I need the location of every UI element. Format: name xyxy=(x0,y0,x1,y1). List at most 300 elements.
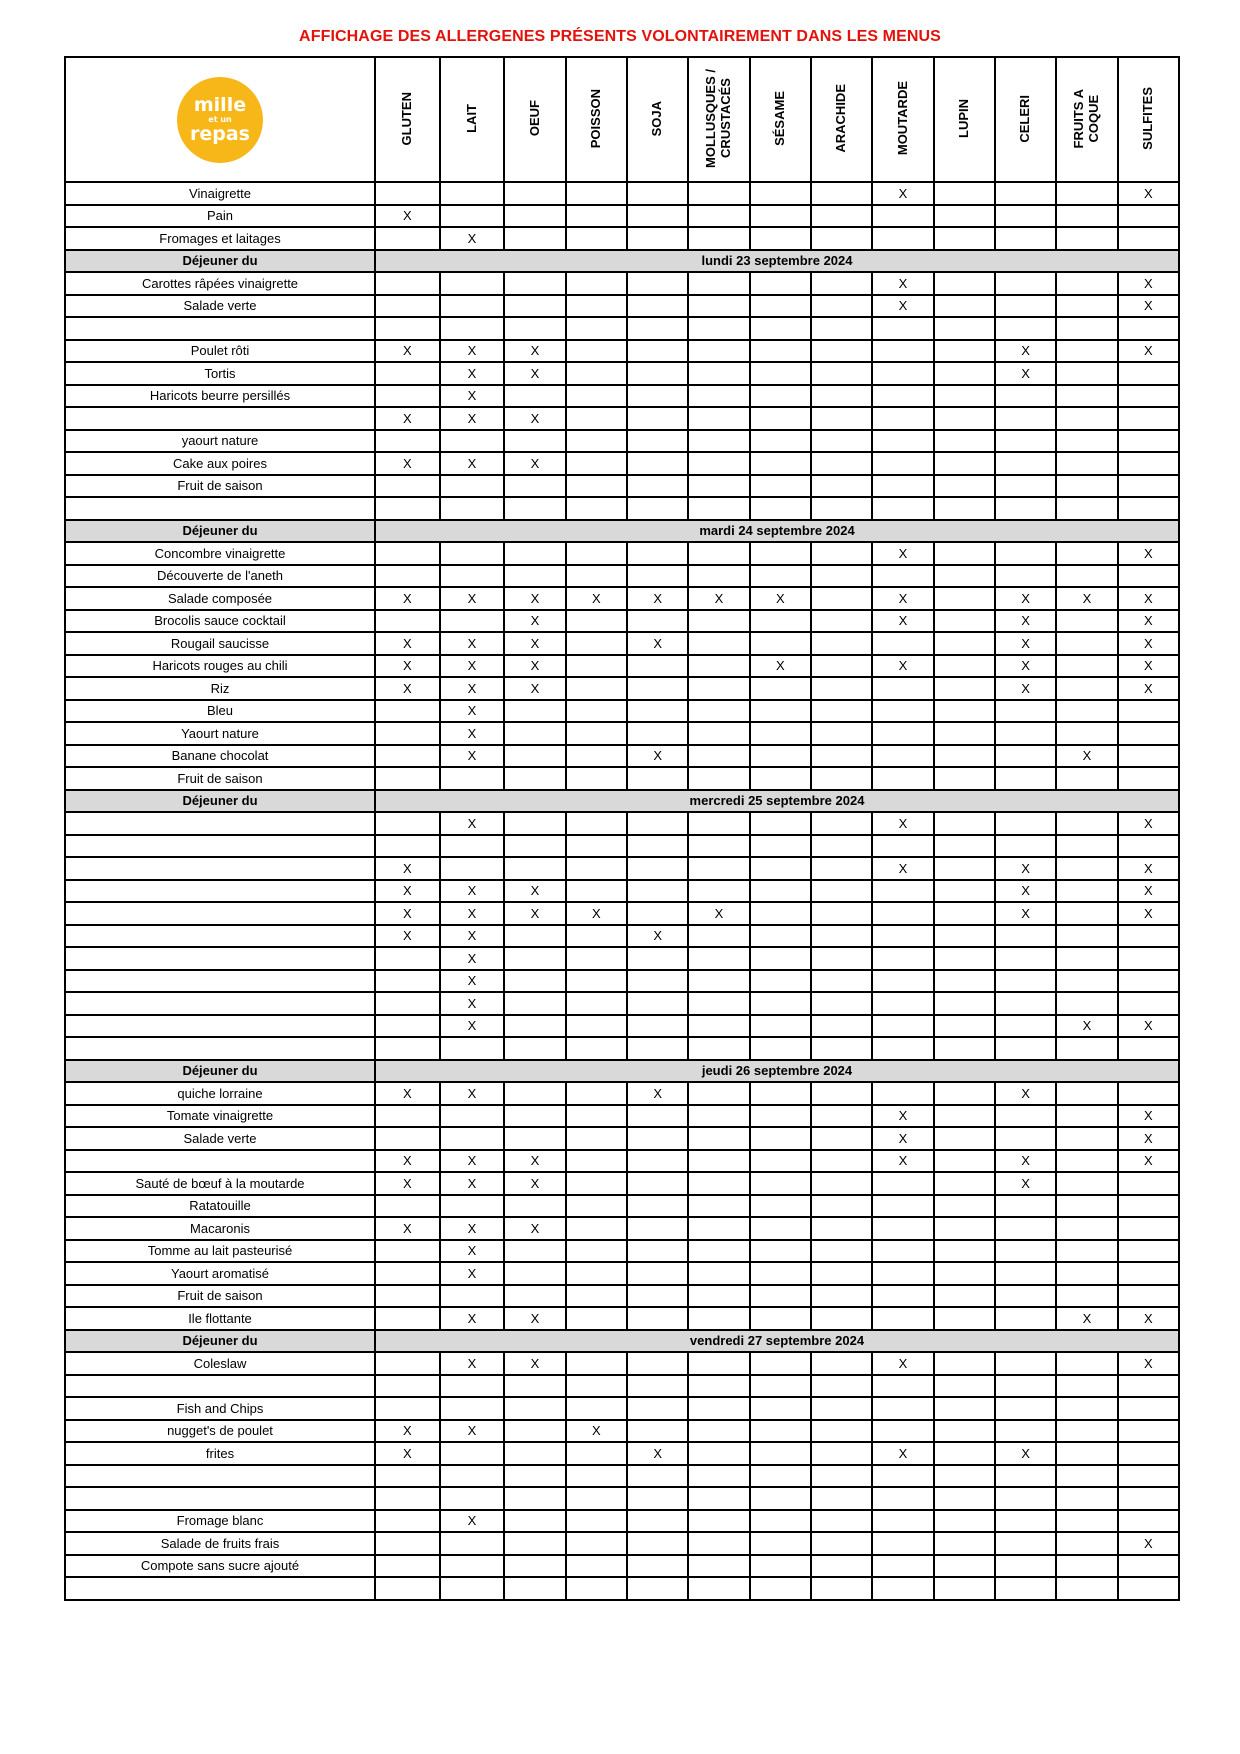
dish-name: nugget's de poulet xyxy=(65,1420,375,1443)
allergen-header-lupin xyxy=(934,57,995,182)
allergen-mark xyxy=(627,1015,688,1038)
allergen-mark xyxy=(375,1307,440,1330)
allergen-mark xyxy=(627,227,688,250)
allergen-mark xyxy=(750,227,811,250)
allergen-mark xyxy=(688,1510,749,1533)
allergen-mark xyxy=(750,1465,811,1488)
allergen-mark xyxy=(1118,317,1179,340)
dish-row xyxy=(65,880,1179,903)
dish-name xyxy=(65,1015,375,1038)
allergen-mark xyxy=(934,430,995,453)
dish-row xyxy=(65,1172,1179,1195)
allergen-mark xyxy=(750,1015,811,1038)
allergen-mark xyxy=(688,857,749,880)
allergen-mark xyxy=(1118,497,1179,520)
allergen-mark xyxy=(688,1465,749,1488)
allergen-label: LAIT xyxy=(463,104,479,133)
dish-name: Fish and Chips xyxy=(65,1397,375,1420)
allergen-mark xyxy=(566,1465,627,1488)
allergen-mark xyxy=(627,430,688,453)
allergen-mark xyxy=(1118,1285,1179,1308)
allergen-mark xyxy=(688,1082,749,1105)
allergen-mark xyxy=(627,767,688,790)
allergen-mark: X xyxy=(872,1150,933,1173)
allergen-mark xyxy=(566,880,627,903)
allergen-mark xyxy=(688,542,749,565)
dish-name: quiche lorraine xyxy=(65,1082,375,1105)
allergen-mark: X xyxy=(440,1172,505,1195)
allergen-mark xyxy=(1056,880,1117,903)
allergen-mark xyxy=(566,925,627,948)
allergen-mark xyxy=(934,1082,995,1105)
allergen-mark xyxy=(995,1577,1056,1600)
allergen-mark: X xyxy=(872,655,933,678)
dish-name xyxy=(65,812,375,835)
allergen-mark xyxy=(688,880,749,903)
allergen-mark xyxy=(1118,700,1179,723)
allergen-mark xyxy=(688,407,749,430)
allergen-mark: X xyxy=(504,407,565,430)
allergen-mark xyxy=(750,835,811,858)
allergen-mark xyxy=(750,430,811,453)
allergen-mark xyxy=(750,407,811,430)
allergen-mark xyxy=(375,1037,440,1060)
allergen-mark: X xyxy=(627,587,688,610)
allergen-mark xyxy=(627,880,688,903)
allergen-mark xyxy=(627,970,688,993)
allergen-mark: X xyxy=(750,655,811,678)
allergen-mark xyxy=(504,1420,565,1443)
allergen-mark xyxy=(566,1105,627,1128)
allergen-mark: X xyxy=(872,295,933,318)
allergen-mark xyxy=(688,1127,749,1150)
allergen-mark xyxy=(688,317,749,340)
allergen-mark xyxy=(1056,1172,1117,1195)
dish-name: Coleslaw xyxy=(65,1352,375,1375)
logo-line-3: repas xyxy=(190,122,250,145)
allergen-mark xyxy=(504,430,565,453)
dish-row xyxy=(65,1082,1179,1105)
allergen-mark xyxy=(375,1375,440,1398)
dish-row xyxy=(65,1285,1179,1308)
allergen-mark xyxy=(811,1307,872,1330)
dish-name xyxy=(65,1487,375,1510)
allergen-mark xyxy=(811,407,872,430)
allergen-mark xyxy=(627,902,688,925)
allergen-mark xyxy=(566,1285,627,1308)
allergen-mark xyxy=(1118,1240,1179,1263)
allergen-mark xyxy=(750,182,811,205)
allergen-mark xyxy=(375,475,440,498)
allergen-mark: X xyxy=(375,1082,440,1105)
allergen-mark: X xyxy=(440,1217,505,1240)
allergen-mark: X xyxy=(995,587,1056,610)
allergen-mark xyxy=(811,1487,872,1510)
allergen-mark xyxy=(750,700,811,723)
allergen-mark xyxy=(566,407,627,430)
allergen-mark xyxy=(1056,227,1117,250)
allergen-mark xyxy=(627,1285,688,1308)
allergen-mark xyxy=(1056,295,1117,318)
allergen-mark xyxy=(504,1577,565,1600)
dish-row xyxy=(65,700,1179,723)
allergen-mark: X xyxy=(1118,1532,1179,1555)
dish-row xyxy=(65,610,1179,633)
allergen-mark xyxy=(1056,1150,1117,1173)
allergen-mark xyxy=(375,362,440,385)
allergen-mark xyxy=(504,205,565,228)
allergen-mark xyxy=(504,1510,565,1533)
allergen-mark xyxy=(811,1510,872,1533)
allergen-header-gluten xyxy=(375,57,440,182)
day-label: Déjeuner du xyxy=(65,520,375,543)
allergen-mark xyxy=(934,452,995,475)
allergen-mark: X xyxy=(375,407,440,430)
allergen-mark: X xyxy=(504,610,565,633)
dish-row xyxy=(65,475,1179,498)
allergen-mark xyxy=(750,1352,811,1375)
allergen-mark xyxy=(995,745,1056,768)
allergen-mark xyxy=(750,1532,811,1555)
dish-row xyxy=(65,1127,1179,1150)
allergen-mark xyxy=(627,542,688,565)
allergen-mark xyxy=(566,992,627,1015)
dish-name: Salade verte xyxy=(65,1127,375,1150)
dish-name: Ratatouille xyxy=(65,1195,375,1218)
allergen-mark xyxy=(688,722,749,745)
allergen-mark: X xyxy=(1118,812,1179,835)
allergen-mark xyxy=(504,1240,565,1263)
allergen-mark xyxy=(627,1465,688,1488)
allergen-mark xyxy=(375,970,440,993)
allergen-mark xyxy=(750,1037,811,1060)
allergen-mark xyxy=(934,1442,995,1465)
allergen-mark xyxy=(1118,1262,1179,1285)
allergen-mark xyxy=(1056,565,1117,588)
allergen-mark: X xyxy=(995,362,1056,385)
allergen-header-lait xyxy=(440,57,505,182)
allergen-mark xyxy=(375,767,440,790)
allergen-mark xyxy=(934,947,995,970)
allergen-mark xyxy=(375,1532,440,1555)
dish-name: Macaronis xyxy=(65,1217,375,1240)
allergen-mark xyxy=(934,542,995,565)
dish-name: Fruit de saison xyxy=(65,475,375,498)
allergen-mark xyxy=(440,1037,505,1060)
allergen-mark xyxy=(995,1375,1056,1398)
allergen-mark: X xyxy=(375,1217,440,1240)
allergen-mark xyxy=(872,1420,933,1443)
allergen-mark xyxy=(566,340,627,363)
allergen-mark xyxy=(750,880,811,903)
allergen-mark xyxy=(375,542,440,565)
allergen-header-oeuf xyxy=(504,57,565,182)
allergen-mark xyxy=(504,1015,565,1038)
allergen-mark xyxy=(1056,1262,1117,1285)
allergen-mark xyxy=(627,407,688,430)
allergen-mark xyxy=(811,1397,872,1420)
allergen-mark xyxy=(750,1442,811,1465)
allergen-mark: X xyxy=(375,587,440,610)
allergen-mark xyxy=(872,970,933,993)
allergen-mark: X xyxy=(440,655,505,678)
allergen-mark xyxy=(1056,812,1117,835)
allergen-mark xyxy=(811,340,872,363)
allergen-mark xyxy=(688,835,749,858)
dish-row xyxy=(65,1510,1179,1533)
allergen-mark xyxy=(750,1172,811,1195)
allergen-mark xyxy=(440,317,505,340)
dish-name xyxy=(65,1375,375,1398)
mille-et-un-repas-logo xyxy=(177,77,263,163)
allergen-mark xyxy=(872,1465,933,1488)
allergen-mark xyxy=(872,430,933,453)
allergen-mark xyxy=(440,205,505,228)
dish-row xyxy=(65,565,1179,588)
allergen-mark xyxy=(1056,340,1117,363)
allergen-mark: X xyxy=(1118,857,1179,880)
allergen-mark xyxy=(1056,407,1117,430)
allergen-mark: X xyxy=(1118,542,1179,565)
allergen-mark xyxy=(504,1285,565,1308)
allergen-mark xyxy=(811,970,872,993)
allergen-mark xyxy=(811,565,872,588)
allergen-mark: X xyxy=(504,452,565,475)
allergen-mark xyxy=(504,1195,565,1218)
allergen-mark xyxy=(872,340,933,363)
allergen-mark xyxy=(872,745,933,768)
allergen-mark: X xyxy=(440,880,505,903)
allergen-mark xyxy=(688,1262,749,1285)
allergen-header-mollusques-crustaces xyxy=(688,57,749,182)
document-title: AFFICHAGE DES ALLERGENES PRÉSENTS VOLONTAIREMENT DANS LES MENUS xyxy=(299,28,941,45)
allergen-mark xyxy=(1056,902,1117,925)
allergen-mark xyxy=(1118,565,1179,588)
dish-name: Rougail saucisse xyxy=(65,632,375,655)
allergen-mark xyxy=(566,1532,627,1555)
allergen-mark: X xyxy=(375,902,440,925)
allergen-mark xyxy=(811,272,872,295)
allergen-mark xyxy=(872,317,933,340)
allergen-mark: X xyxy=(995,610,1056,633)
allergen-mark xyxy=(375,1195,440,1218)
allergen-mark: X xyxy=(627,925,688,948)
dish-name: frites xyxy=(65,1442,375,1465)
allergen-mark xyxy=(934,1262,995,1285)
dish-name: Tortis xyxy=(65,362,375,385)
allergen-mark xyxy=(440,1555,505,1578)
allergen-mark: X xyxy=(1118,902,1179,925)
allergen-mark xyxy=(750,542,811,565)
allergen-mark: X xyxy=(440,452,505,475)
allergen-mark xyxy=(1056,947,1117,970)
allergen-mark xyxy=(1118,1442,1179,1465)
allergen-mark: X xyxy=(627,745,688,768)
allergen-mark: X xyxy=(440,1262,505,1285)
allergen-mark xyxy=(504,542,565,565)
allergen-mark xyxy=(504,1105,565,1128)
allergen-mark xyxy=(1056,1487,1117,1510)
allergen-mark xyxy=(872,1195,933,1218)
allergen-mark: X xyxy=(504,880,565,903)
allergen-mark: X xyxy=(440,1015,505,1038)
allergen-mark xyxy=(375,1015,440,1038)
allergen-mark xyxy=(750,1375,811,1398)
allergen-mark xyxy=(811,902,872,925)
allergen-mark xyxy=(375,1487,440,1510)
allergen-mark xyxy=(566,677,627,700)
allergen-mark xyxy=(995,1217,1056,1240)
allergen-mark xyxy=(872,835,933,858)
allergen-mark xyxy=(440,1577,505,1600)
day-date: mercredi 25 septembre 2024 xyxy=(375,790,1179,813)
allergen-mark xyxy=(995,182,1056,205)
dish-name: Tomate vinaigrette xyxy=(65,1105,375,1128)
dish-row xyxy=(65,1195,1179,1218)
dish-name: Riz xyxy=(65,677,375,700)
allergen-mark: X xyxy=(440,227,505,250)
allergen-mark xyxy=(811,767,872,790)
allergen-mark xyxy=(811,1172,872,1195)
allergen-mark xyxy=(995,227,1056,250)
allergen-mark xyxy=(566,295,627,318)
allergen-mark xyxy=(1056,992,1117,1015)
allergen-mark xyxy=(1056,700,1117,723)
allergen-mark: X xyxy=(1118,1307,1179,1330)
allergen-mark xyxy=(750,1397,811,1420)
allergen-mark xyxy=(375,992,440,1015)
allergen-mark xyxy=(995,272,1056,295)
allergen-mark xyxy=(750,205,811,228)
allergen-mark xyxy=(688,362,749,385)
allergen-mark: X xyxy=(995,1442,1056,1465)
dish-row xyxy=(65,632,1179,655)
allergen-mark xyxy=(934,1577,995,1600)
allergen-mark xyxy=(440,1127,505,1150)
allergen-mark xyxy=(934,227,995,250)
allergen-mark xyxy=(566,1240,627,1263)
allergen-mark xyxy=(995,1465,1056,1488)
allergen-mark: X xyxy=(872,587,933,610)
allergen-mark xyxy=(811,1105,872,1128)
allergen-mark xyxy=(440,295,505,318)
dish-row xyxy=(65,835,1179,858)
allergen-mark xyxy=(1056,205,1117,228)
dish-row xyxy=(65,857,1179,880)
allergen-mark xyxy=(688,632,749,655)
allergen-mark: X xyxy=(1056,1015,1117,1038)
allergen-mark: X xyxy=(566,902,627,925)
allergen-mark xyxy=(627,295,688,318)
allergen-mark xyxy=(995,1555,1056,1578)
dish-row xyxy=(65,587,1179,610)
allergen-mark xyxy=(627,1217,688,1240)
allergen-header-arachide xyxy=(811,57,872,182)
allergen-mark: X xyxy=(440,1240,505,1263)
allergen-mark xyxy=(688,205,749,228)
allergen-mark xyxy=(375,1285,440,1308)
allergen-mark: X xyxy=(375,857,440,880)
dish-row xyxy=(65,182,1179,205)
allergen-mark xyxy=(934,1465,995,1488)
allergen-mark xyxy=(995,497,1056,520)
allergen-mark xyxy=(1056,1037,1117,1060)
allergen-mark xyxy=(504,317,565,340)
allergen-mark: X xyxy=(872,812,933,835)
allergen-mark xyxy=(995,1127,1056,1150)
allergen-mark xyxy=(440,272,505,295)
allergen-mark xyxy=(504,295,565,318)
allergen-mark: X xyxy=(375,205,440,228)
allergen-mark xyxy=(750,925,811,948)
dish-name xyxy=(65,1577,375,1600)
allergen-mark xyxy=(1056,1375,1117,1398)
allergen-mark xyxy=(1056,317,1117,340)
allergen-mark xyxy=(688,925,749,948)
allergen-mark xyxy=(750,1577,811,1600)
dish-row xyxy=(65,272,1179,295)
allergen-mark: X xyxy=(872,272,933,295)
allergen-mark xyxy=(811,475,872,498)
allergen-mark xyxy=(872,1015,933,1038)
dish-row xyxy=(65,1105,1179,1128)
day-label: Déjeuner du xyxy=(65,250,375,273)
dish-row xyxy=(65,722,1179,745)
allergen-mark xyxy=(750,1420,811,1443)
allergen-label: CELERI xyxy=(1017,94,1033,143)
allergen-mark xyxy=(1118,835,1179,858)
dish-row xyxy=(65,947,1179,970)
allergen-mark xyxy=(995,1105,1056,1128)
allergen-mark xyxy=(872,1532,933,1555)
allergen-mark xyxy=(750,992,811,1015)
allergen-mark xyxy=(504,1127,565,1150)
dish-row xyxy=(65,902,1179,925)
allergen-mark xyxy=(1056,542,1117,565)
dish-name: Brocolis sauce cocktail xyxy=(65,610,375,633)
allergen-mark xyxy=(375,1105,440,1128)
allergen-label: SOJA xyxy=(649,100,665,137)
allergen-mark xyxy=(934,857,995,880)
dish-name: Yaourt aromatisé xyxy=(65,1262,375,1285)
allergen-mark xyxy=(627,1262,688,1285)
dish-row xyxy=(65,812,1179,835)
allergen-mark xyxy=(504,1487,565,1510)
allergen-mark xyxy=(811,542,872,565)
allergen-mark xyxy=(504,1082,565,1105)
day-date: mardi 24 septembre 2024 xyxy=(375,520,1179,543)
allergen-mark xyxy=(375,385,440,408)
dish-row xyxy=(65,1015,1179,1038)
allergen-mark xyxy=(1056,272,1117,295)
day-header-row xyxy=(65,790,1179,813)
day-label: Déjeuner du xyxy=(65,1330,375,1353)
allergen-mark xyxy=(1056,182,1117,205)
dish-name: Banane chocolat xyxy=(65,745,375,768)
allergen-mark xyxy=(995,1307,1056,1330)
allergen-mark xyxy=(440,1397,505,1420)
allergen-mark xyxy=(934,677,995,700)
dish-name xyxy=(65,1037,375,1060)
dish-row xyxy=(65,1555,1179,1578)
allergen-mark xyxy=(872,1397,933,1420)
allergen-label: GLUTEN xyxy=(398,91,414,146)
allergen-mark: X xyxy=(440,587,505,610)
allergen-mark: X xyxy=(504,655,565,678)
allergen-mark: X xyxy=(440,992,505,1015)
allergen-mark: X xyxy=(375,632,440,655)
allergen-mark xyxy=(811,1442,872,1465)
